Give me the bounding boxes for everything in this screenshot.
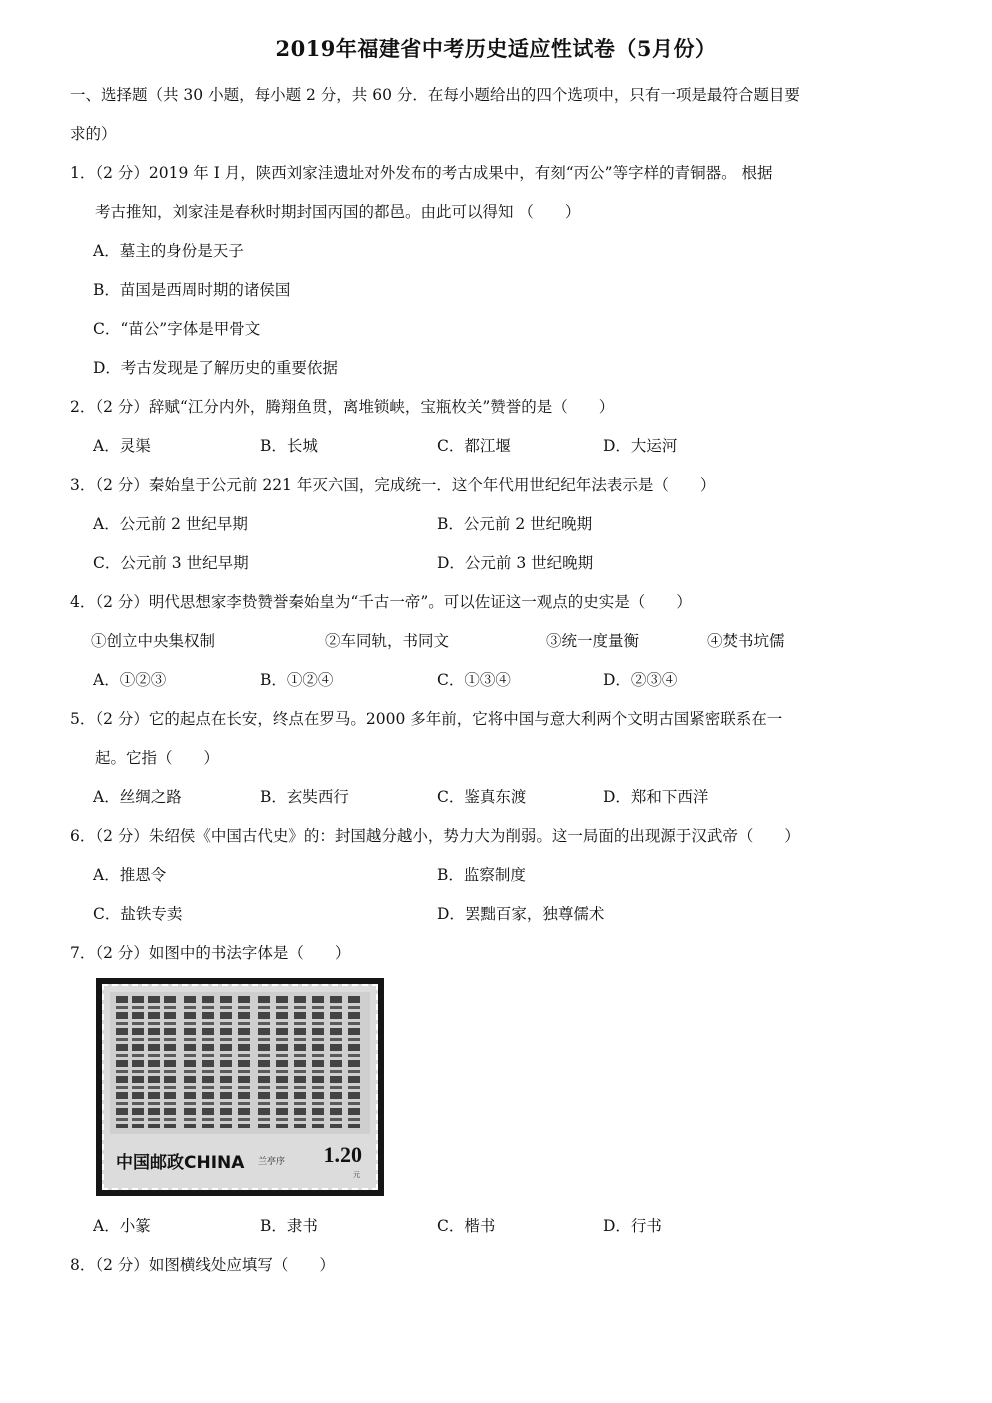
question-4-stem: 4．（2 分）明代思想家李贽赞誉秦始皇为“千古一帝”。可以佐证这一观点的史实是（ ）: [70, 593, 692, 611]
question-5-option-c[interactable]: C．鉴真东渡: [437, 788, 527, 806]
question-7-option-d[interactable]: D．行书: [603, 1217, 662, 1235]
question-7-option-c[interactable]: C．楷书: [437, 1217, 496, 1235]
section-heading: 一、选择题（共 30 小题，每小题 2 分，共 60 分．在每小题给出的四个选项中，只有一项是最符合题目要: [70, 86, 800, 104]
question-6-option-c[interactable]: C．盐铁专卖: [93, 905, 183, 923]
question-3-stem: 3．（2 分）秦始皇于公元前 221 年灭六国，完成统一．这个年代用世纪纪年法表示是（ ）: [70, 476, 716, 494]
stamp-title: 兰亭序: [258, 1157, 286, 1167]
question-7-stem: 7．（2 分）如图中的书法字体是（ ）: [70, 944, 351, 962]
stamp-face: [102, 984, 378, 1190]
question-4-option-a[interactable]: A．①②③: [93, 671, 167, 689]
question-7-option-b[interactable]: B．隶书: [260, 1217, 318, 1235]
question-2-option-a[interactable]: A．灵渠: [93, 437, 151, 455]
question-6-option-a[interactable]: A．推恩令: [93, 866, 167, 884]
question-2-option-c[interactable]: C．都江堰: [437, 437, 511, 455]
calligraphy-stamp-image: [96, 978, 384, 1196]
question-6-option-b[interactable]: B．监察制度: [437, 866, 526, 884]
stamp-face-value: 1.20: [323, 1142, 362, 1167]
question-2-stem: 2．（2 分）辞赋“江分内外，腾翔鱼贯，离堆锁峡，宝瓶枚关”赞誉的是（ ）: [70, 398, 615, 416]
stamp-postal-label: 中国邮政CHINA: [116, 1153, 245, 1173]
stamp-face-unit: 元: [353, 1171, 360, 1179]
question-3-option-a[interactable]: A．公元前 2 世纪早期: [93, 515, 248, 533]
question-5-stem: 5．（2 分）它的起点在长安，终点在罗马。2000 多年前，它将中国与意大利两个文明古国紧密联系在一: [70, 710, 783, 728]
question-7-option-a[interactable]: A．小篆: [93, 1217, 151, 1235]
question-4-option-c[interactable]: C．①③④: [437, 671, 511, 689]
question-4-item-4: ④焚书坑儒: [707, 632, 785, 650]
question-1-stem-cont: 考古推知，刘家洼是春秋时期封国丙国的都邑。由此可以得知 （ ）: [95, 203, 581, 221]
page-title: 2019年福建省中考历史适应性试卷（5月份）: [275, 36, 717, 61]
question-2-option-d[interactable]: D．大运河: [603, 437, 678, 455]
question-6-option-d[interactable]: D．罢黜百家，独尊儒术: [437, 905, 605, 923]
question-8-stem: 8．（2 分）如图横线处应填写（ ）: [70, 1256, 335, 1274]
question-4-option-b[interactable]: B．①②④: [260, 671, 334, 689]
question-1-option-c[interactable]: C．“苗公”字体是甲骨文: [93, 320, 261, 338]
question-4-item-2: ②车同轨，书同文: [325, 632, 450, 650]
question-1-stem: 1．（2 分）2019 年 I 月，陕西刘家洼遗址对外发布的考古成果中，有刻“丙公”等字样的青铜器。 根据: [70, 164, 773, 182]
section-heading-cont: 求的）: [70, 125, 117, 143]
question-5-option-b[interactable]: B．玄奘西行: [260, 788, 349, 806]
question-3-option-d[interactable]: D．公元前 3 世纪晚期: [437, 554, 594, 572]
question-1-option-d[interactable]: D．考古发现是了解历史的重要依据: [93, 359, 338, 377]
question-2-option-b[interactable]: B．长城: [260, 437, 318, 455]
question-5-option-a[interactable]: A．丝绸之路: [93, 788, 182, 806]
question-5-option-d[interactable]: D．郑和下西洋: [603, 788, 709, 806]
question-1-option-a[interactable]: A．墓主的身份是天子: [93, 242, 244, 260]
question-6-stem: 6．（2 分）朱绍侯《中国古代史》的：封国越分越小，势力大为削弱。这一局面的出现源于汉武帝（ ）: [70, 827, 800, 845]
question-4-item-3: ③统一度量衡: [546, 632, 640, 650]
stamp-footer: [110, 1140, 370, 1184]
question-3-option-c[interactable]: C．公元前 3 世纪早期: [93, 554, 249, 572]
question-5-stem-cont: 起。它指（ ）: [95, 749, 220, 767]
calligraphy-text-block: [110, 992, 370, 1134]
question-1-option-b[interactable]: B．苗国是西周时期的诸侯国: [93, 281, 291, 299]
question-4-option-d[interactable]: D．②③④: [603, 671, 678, 689]
question-4-item-1: ①创立中央集权制: [91, 632, 216, 650]
question-3-option-b[interactable]: B．公元前 2 世纪晚期: [437, 515, 593, 533]
